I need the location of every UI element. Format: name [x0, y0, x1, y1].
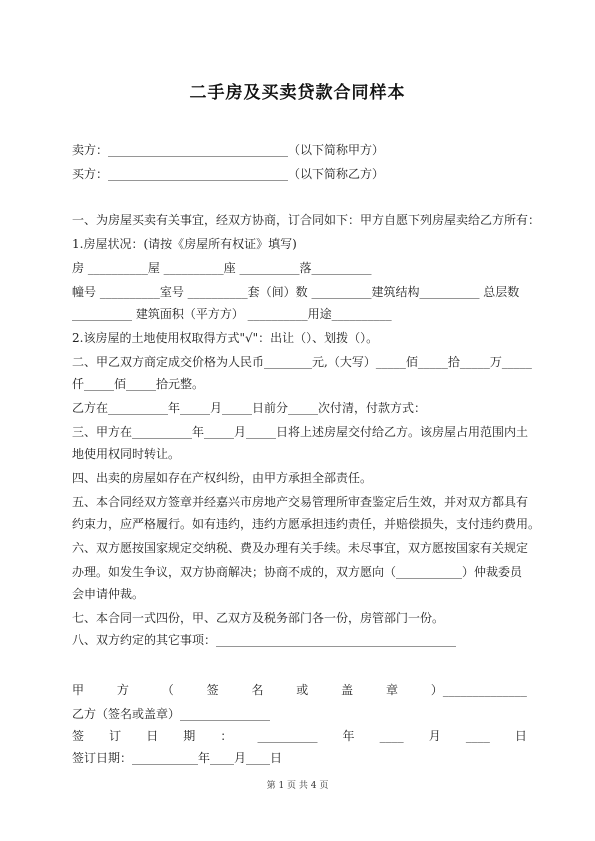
house-status: 1.房屋状况：(请按《房屋所有权证》填写): [72, 237, 297, 251]
house-area: __________ 建筑面积（平方方） __________用途__________: [72, 307, 392, 321]
party-a-char: 签: [206, 683, 219, 697]
date-char: 日: [514, 729, 527, 743]
clause-7: 七、本合同一式四份，甲、乙双方及税务部门各一份，房管部门一份。: [72, 611, 445, 625]
date-char: ____: [465, 729, 490, 743]
clause-2-cont: 仟_____佰_____拾元整。: [72, 377, 205, 391]
date-char: ____: [379, 729, 404, 743]
party-a-char: 方: [116, 683, 129, 697]
party-a-char: 甲: [72, 683, 85, 697]
party-b-signature: 乙方（签名或盖章）_______________: [72, 707, 271, 721]
payment-line: 乙方在__________年_____月_____日前分_____次付清，付款方式：: [72, 401, 427, 415]
house-details: 幢号 __________室号 __________套（间）数 __________建筑结构__________ 总层数: [72, 285, 520, 299]
date-char: 年: [342, 729, 355, 743]
party-a-char: 名: [251, 683, 264, 697]
party-a-char: 盖: [341, 683, 354, 697]
house-address: 房 __________屋 __________座 __________落__________: [72, 261, 372, 275]
date-char: 签: [72, 729, 85, 743]
clause-5: 五、本合同经双方签章并经嘉兴市房地产交易管理所审查鉴定后生效，并对双方都具有: [72, 495, 529, 509]
clause-4: 四、出卖的房屋如存在产权纠纷，由甲方承担全部责任。: [72, 471, 373, 485]
clause-3: 三、甲方在__________年_____月_____日将上述房屋交付给乙方。该房屋占用范围内土: [72, 425, 529, 439]
seller-line: 卖方：______________________________（以下简称甲方）: [72, 143, 385, 157]
date-char: 月: [428, 729, 441, 743]
sign-date-line: 签订日期：___________年____月____日: [72, 751, 283, 765]
party-a-char: 或: [296, 683, 309, 697]
page-number: 第 1 页 共 4 页: [266, 781, 329, 791]
date-char: __________: [257, 729, 318, 743]
clause-1: 一、为房屋买卖有关事宜，经双方协商，订合同如下：甲方自愿下列房屋卖给乙方所有：: [72, 213, 541, 227]
clause-3-cont: 地使用权同时转让。: [72, 447, 181, 461]
clause-6-cont: 办理。如发生争议，双方协商解决；协商不成的，双方愿向（___________）仲裁委员: [72, 565, 523, 579]
land-use-right: 2.该房屋的土地使用权取得方式"√"：出让（）、划拨（）。: [72, 331, 379, 345]
document-title: 二手房及买卖贷款合同样本: [189, 83, 406, 103]
date-char: 期: [183, 729, 196, 743]
sign-date-row: [72, 728, 532, 744]
buyer-line: 买方：______________________________（以下简称乙方）: [72, 167, 385, 181]
clause-6-end: 会申请仲裁。: [72, 587, 145, 601]
clause-2: 二、甲乙双方商定成交价格为人民币________元,（大写）_____佰_____拾_____万_____: [72, 355, 532, 369]
clause-5-cont: 约束力，应严格履行。如有违约，违约方愿承担违约责任，并赔偿损失，支付违约费用。: [72, 517, 541, 531]
date-char: ：: [220, 729, 233, 743]
party-a-char: （: [161, 683, 174, 697]
party-a-char: ）______________: [430, 683, 527, 697]
date-char: 日: [146, 729, 159, 743]
party-a-signature: [72, 682, 532, 698]
party-a-char: 章: [386, 683, 399, 697]
clause-8: 八、双方约定的其它事项：________________________________________: [72, 633, 457, 647]
clause-6: 六、双方愿按国家规定交纳税、费及办理有关手续。未尽事宜，双方愿按国家有关规定: [72, 541, 529, 555]
date-char: 订: [109, 729, 122, 743]
